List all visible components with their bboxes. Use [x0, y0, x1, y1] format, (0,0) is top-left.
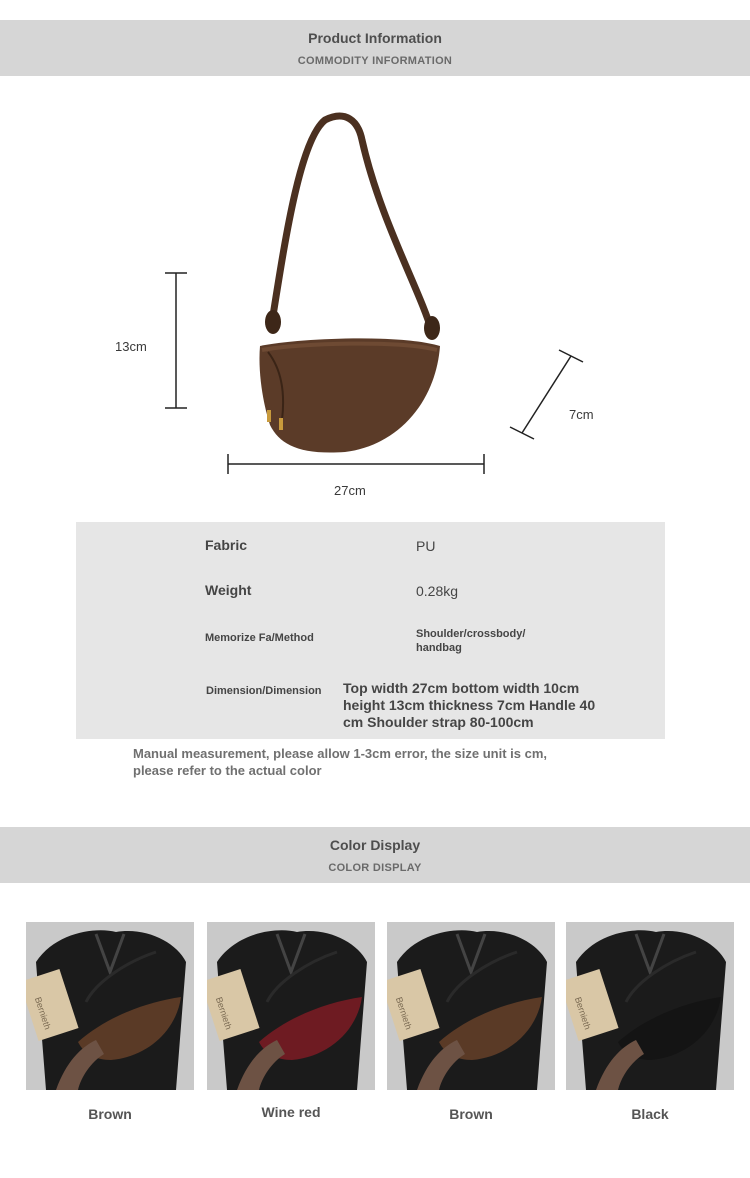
- right-knot: [424, 316, 440, 340]
- color-photo-1: [26, 922, 194, 1090]
- left-knot: [265, 310, 281, 334]
- color-display-title: Color Display: [329, 837, 421, 853]
- width-dimension-label: 27cm: [334, 483, 366, 498]
- product-info-subtitle: COMMODITY INFORMATION: [297, 55, 453, 67]
- dimension-value-line2: height 13cm thickness 7cm Handle 40: [343, 697, 596, 713]
- bag-strap: [272, 116, 432, 332]
- note-line-2: please refer to the actual color: [133, 763, 322, 778]
- drawstring-tip-1: [267, 410, 271, 422]
- svg-text:Bernieth: Bernieth: [213, 995, 234, 1031]
- weight-value: 0.28kg: [416, 583, 459, 599]
- color-label-1: Brown: [88, 1106, 132, 1122]
- fabric-label: Fabric: [205, 537, 248, 553]
- color-label-4: Black: [631, 1106, 669, 1122]
- fabric-value: PU: [416, 538, 436, 554]
- measurement-note: [133, 745, 613, 779]
- product-diagram: [0, 100, 750, 510]
- color-display-subtitle: COLOR DISPLAY: [328, 862, 422, 874]
- drawstring-tip-2: [279, 418, 283, 430]
- color-photo-3: [387, 922, 555, 1090]
- method-label: Memorize Fa/Method: [205, 632, 314, 644]
- color-label-3: Brown: [449, 1106, 493, 1122]
- svg-text:Bernieth: Bernieth: [32, 995, 53, 1031]
- weight-label: Weight: [205, 582, 252, 598]
- dimension-value-line3: cm Shoulder strap 80-100cm: [343, 714, 534, 730]
- color-photo-4: [566, 922, 734, 1090]
- height-dimension-label: 13cm: [115, 339, 147, 354]
- method-value-line2: handbag: [416, 642, 462, 654]
- svg-text:Bernieth: Bernieth: [393, 995, 414, 1031]
- thickness-dimension-label: 7cm: [569, 407, 594, 422]
- svg-text:Bernieth: Bernieth: [572, 995, 593, 1031]
- bag-body: [259, 338, 440, 452]
- dimension-value-line1: Top width 27cm bottom width 10cm: [343, 680, 580, 696]
- color-display-header: [0, 827, 750, 883]
- dimension-label: Dimension/Dimension: [206, 685, 322, 697]
- product-info-title: Product Information: [308, 30, 442, 46]
- note-line-1: Manual measurement, please allow 1-3cm error, the size unit is cm,: [133, 746, 547, 761]
- color-label-2: Wine red: [261, 1104, 321, 1120]
- product-info-header: [0, 20, 750, 76]
- method-value-line1: Shoulder/crossbody/: [416, 628, 526, 640]
- color-photo-2: [207, 922, 375, 1090]
